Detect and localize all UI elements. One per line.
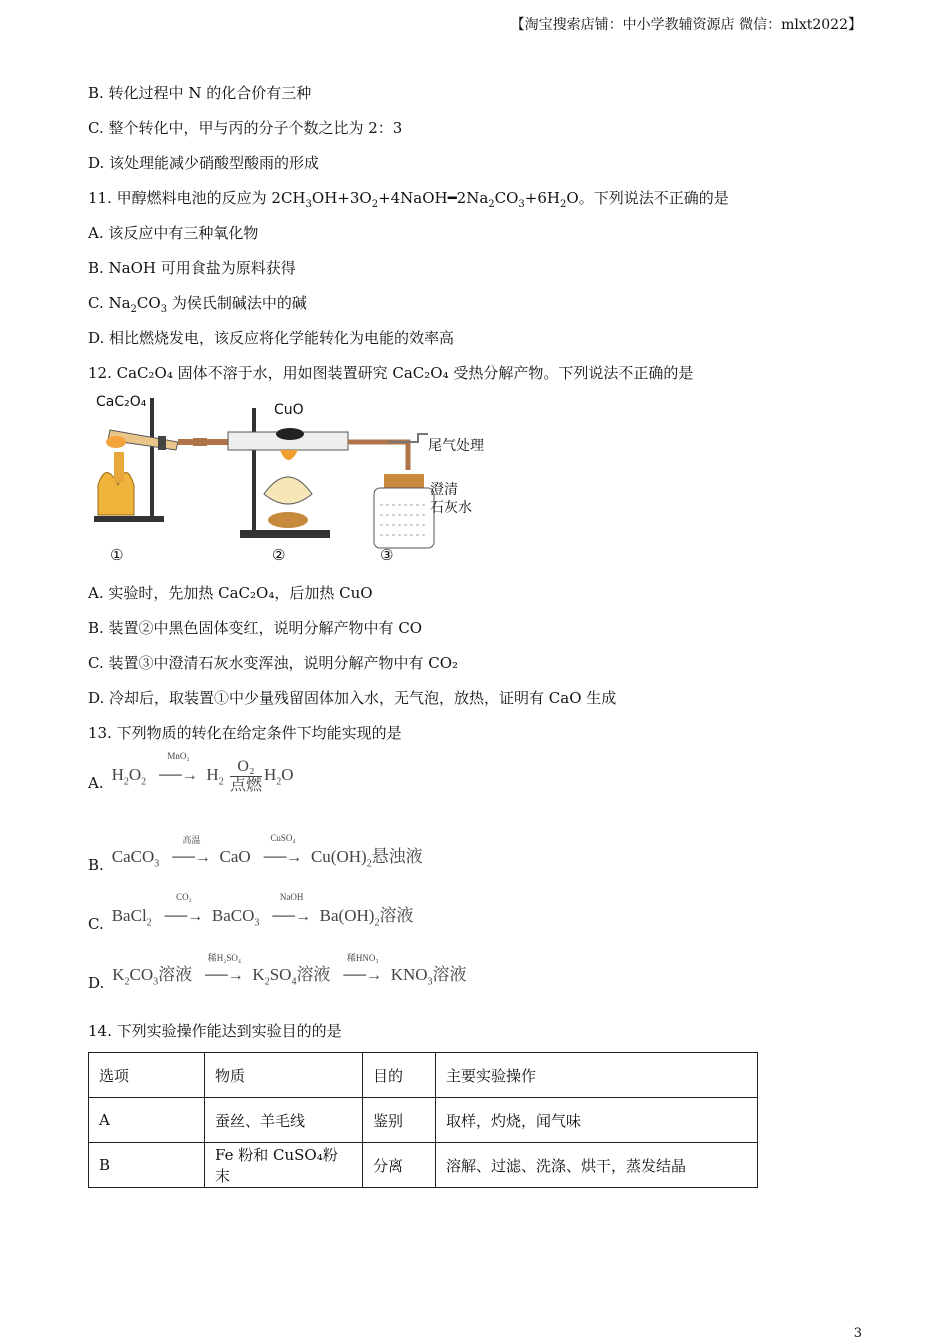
q13-option-d: D. $K_2CO_3$溶液 稀H₂SO₄ ──→ $K_2SO_4$溶液 稀HNO₃ ──→ $KNO_3$溶液	[88, 953, 467, 992]
page-header: 【淘宝搜索店铺：中小学教辅资源店 微信：mlxt2022】	[510, 17, 862, 33]
table-row	[89, 1143, 758, 1188]
q10-option-c: C. 整个转化中，甲与丙的分子个数之比为 2：3	[88, 119, 403, 137]
label-limewater-1: 澄清	[430, 482, 458, 498]
q12-stem: 12. CaC₂O₄ 固体不溶于水，用如图装置研究 CaC₂O₄ 受热分解产物。下列说法不正确的是	[88, 364, 694, 382]
q11-option-c: C. $Na_2CO_3$ 为侯氏制碱法中的碱	[88, 294, 307, 315]
q11-option-d: D. 相比燃烧发电，该反应将化学能转化为电能的效率高	[88, 329, 455, 347]
table-cell: 溶解、过滤、洗涤、烘干，蒸发结晶	[436, 1143, 758, 1188]
table-header-cell: 选项	[89, 1053, 205, 1098]
label-apparatus-1: ①	[110, 546, 124, 564]
table-cell: 蚕丝、羊毛线	[205, 1098, 363, 1143]
label-apparatus-2: ②	[272, 546, 286, 564]
table-cell: 取样，灼烧，闻气味	[436, 1098, 758, 1143]
page-number: 3	[853, 1326, 862, 1341]
q14-table	[88, 1052, 758, 1188]
label-cac2o4: CaC₂O₄	[96, 394, 147, 410]
table-row	[89, 1098, 758, 1143]
q12-option-b: B. 装置②中黑色固体变红，说明分解产物中有 CO	[88, 619, 423, 637]
q12-option-a: A. 实验时，先加热 CaC₂O₄，后加热 CuO	[88, 584, 373, 602]
apparatus-figure	[88, 390, 508, 570]
table-cell: B	[89, 1143, 205, 1188]
label-tail-gas: 尾气处理	[428, 438, 484, 454]
table-header-cell: 主要实验操作	[436, 1053, 758, 1098]
q10-option-d: D. 该处理能减少硝酸型酸雨的形成	[88, 154, 320, 172]
table-cell: 分离	[363, 1143, 436, 1188]
q11-option-b: B. NaOH 可用食盐为原料获得	[88, 259, 296, 277]
table-header-row	[89, 1053, 758, 1098]
q13-option-b: B. CaCO$_3$ 高温 ──→ CaO CuSO₄ ──→ $Cu(OH)_2$悬浊液	[88, 833, 423, 874]
q13-option-c: C. BaCl$_2$ CO₂ ──→ BaCO$_3$ NaOH ──→ $Ba(OH)_2$溶液	[88, 892, 414, 933]
table-header-cell: 目的	[363, 1053, 436, 1098]
label-limewater-2: 石灰水	[430, 500, 472, 516]
table-cell: 鉴别	[363, 1098, 436, 1143]
q11-option-a: A. 该反应中有三种氧化物	[88, 224, 259, 242]
q13-stem: 13. 下列物质的转化在给定条件下均能实现的是	[88, 724, 402, 742]
q12-option-c: C. 装置③中澄清石灰水变浑浊，说明分解产物中有 CO₂	[88, 654, 459, 672]
q14-stem: 14. 下列实验操作能达到实验目的的是	[88, 1022, 342, 1040]
q12-option-d: D. 冷却后，取装置①中少量残留固体加入水，无气泡，放热，证明有 CaO 生成	[88, 689, 617, 707]
table-cell: A	[89, 1098, 205, 1143]
q11-stem: 11. 甲醇燃料电池的反应为 $2CH_3OH+3O_2+4NaOH━2Na_2CO_3+6H_2O$。下列说法不正确的是	[88, 189, 729, 210]
table-header-cell: 物质	[205, 1053, 363, 1098]
table-cell: Fe 粉和 CuSO₄粉末	[205, 1143, 363, 1188]
q13-option-a: A. $H_2O_2$ MnO₂ ──→ $H_2$ $\frac{\text{O₂}}{\text{点燃}}$ $H_2O$	[88, 751, 294, 794]
q10-option-b: B. 转化过程中 N 的化合价有三种	[88, 84, 312, 102]
label-cuo: CuO	[274, 402, 304, 418]
label-apparatus-3: ③	[380, 546, 394, 564]
